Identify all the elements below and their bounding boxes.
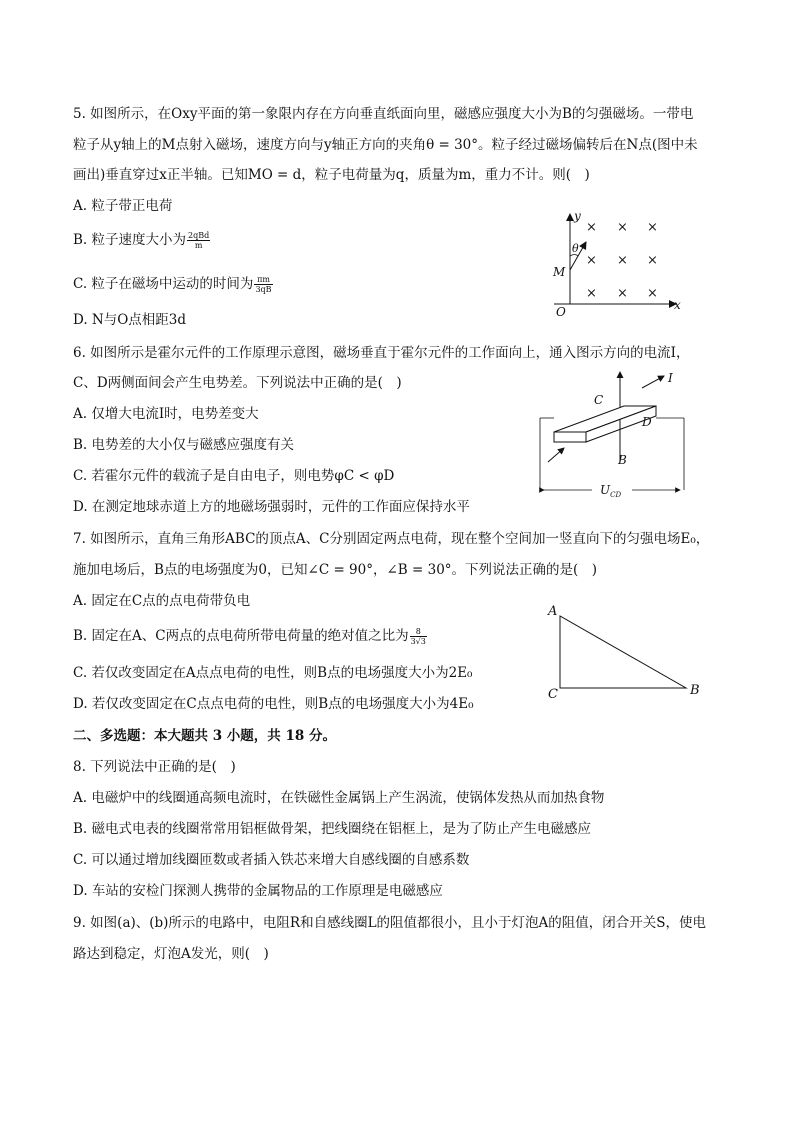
q8-option-b: B. 磁电式电表的线圈常常用铝框做骨架，把线圈绕在铝框上，是为了防止产生电磁感应 — [73, 821, 592, 837]
q6-hall-element-figure — [532, 366, 692, 498]
cross-mark: × — [617, 253, 628, 268]
cross-mark: × — [647, 220, 658, 235]
fraction-numerator: 2qBd — [188, 231, 210, 240]
side-c-label: C — [594, 393, 604, 407]
q8-option-a: A. 电磁炉中的线圈通高频电流时，在铁磁性金属锅上产生涡流，使锅体发热从而加热食物 — [73, 790, 605, 806]
q9-stem-line-2: 路达到稳定，灯泡A发光，则( ) — [73, 946, 269, 962]
q7-option-b-fraction — [410, 627, 427, 646]
q6-option-a: A. 仅增大电流I时，电势差变大 — [73, 406, 259, 422]
origin-label: O — [556, 305, 566, 319]
q7-option-c: C. 若仅改变固定在A点点电荷的电性，则B点的电场强度大小为2E₀ — [73, 665, 473, 681]
vertex-a-label: A — [548, 604, 558, 619]
q7-stem-line-1: 7. 如图所示，直角三角形ABC的顶点A、C分别固定两点电荷，现在整个空间加一竖直向下的匀强电场E₀， — [73, 531, 710, 547]
q5-option-b-fraction — [187, 231, 210, 250]
q5-option-d: D. N与O点相距3d — [73, 312, 187, 328]
x-axis-label: x — [674, 298, 681, 312]
q5-option-b-text: B. 粒子速度大小为 — [73, 232, 187, 248]
q5-option-c-fraction — [254, 275, 272, 294]
q5-option-c-text: C. 粒子在磁场中运动的时间为 — [73, 276, 254, 292]
point-m-label: M — [553, 265, 566, 279]
section-2-heading: 二、多选题：本大题共 3 小题，共 18 分。 — [73, 728, 336, 744]
cross-mark: × — [586, 253, 597, 268]
cross-mark: × — [617, 286, 628, 301]
q6-option-c: C. 若霍尔元件的载流子是自由电子，则电势φC < φD — [73, 468, 395, 484]
current-arrow — [642, 376, 664, 388]
triangle-abc — [560, 616, 686, 688]
q5-stem-line-2: 粒子从y轴上的M点射入磁场，速度方向与y轴正方向的夹角θ = 30°。粒子经过磁场偏转后在N点(图中未 — [73, 137, 698, 153]
cross-mark: × — [647, 286, 658, 301]
fraction-denominator: 3√3 — [410, 637, 426, 646]
q7-stem-line-2: 施加电场后，B点的电场强度为0，已知∠C = 90°，∠B = 30°。下列说法正确的是( ) — [73, 562, 598, 578]
fraction-denominator: m — [194, 241, 203, 250]
q5-option-b — [73, 230, 210, 250]
q7-option-b — [73, 626, 427, 646]
fraction-denominator: 3qB — [255, 285, 272, 294]
q7-option-a: A. 固定在C点的点电荷带负电 — [73, 593, 251, 609]
q9-stem-line-1: 9. 如图(a)、(b)所示的电路中，电阻R和自感线圈L的阻值都很小，且小于灯泡A的阻值，闭合开关S，使电 — [73, 915, 707, 931]
y-axis-label: y — [574, 209, 581, 223]
hall-element-front — [554, 432, 586, 442]
q5-stem-line-1: 5. 如图所示，在Oxy平面的第一象限内存在方向垂直纸面向里，磁感应强度大小为B的匀强磁场。一带电 — [73, 106, 694, 122]
vertex-b-label: B — [690, 683, 700, 698]
vertex-c-label: C — [548, 687, 558, 702]
cross-mark: × — [647, 253, 658, 268]
voltage-label: $U_{CD}$ — [600, 483, 622, 498]
q6-option-b: B. 电势差的大小仅与磁感应强度有关 — [73, 437, 295, 453]
theta-label: θ — [572, 242, 579, 255]
q6-option-d: D. 在测定地球赤道上方的地磁场强弱时，元件的工作面应保持水平 — [73, 499, 470, 515]
q7-option-b-text: B. 固定在A、C两点的点电荷所带电荷量的绝对值之比为 — [73, 628, 409, 644]
fraction-numerator: 8 — [410, 627, 427, 637]
q8-stem: 8. 下列说法中正确的是( ) — [73, 759, 236, 775]
current-in-arrow — [548, 448, 564, 462]
q6-stem-line-1: 6. 如图所示是霍尔元件的工作原理示意图，磁场垂直于霍尔元件的工作面向上，通入图示方向的电流I， — [73, 345, 690, 361]
q5-stem-line-3: 画出)垂直穿过x正半轴。已知MO = d，粒子电荷量为q，质量为m，重力不计。则( ) — [73, 167, 590, 183]
q5-option-a: A. 粒子带正电荷 — [73, 198, 173, 214]
field-b-label: B — [618, 453, 627, 467]
side-d-label: D — [642, 415, 652, 429]
q5-option-c — [73, 274, 273, 294]
q7-triangle-figure — [542, 600, 708, 704]
fraction-numerator: πm — [254, 275, 272, 285]
current-label: I — [668, 371, 673, 385]
q8-option-c: C. 可以通过增加线圈匝数或者插入铁芯来增大自感线圈的自感系数 — [73, 852, 470, 868]
q8-option-d: D. 车站的安检门探测人携带的金属物品的工作原理是电磁感应 — [73, 883, 443, 899]
field-crosses — [586, 220, 658, 301]
cross-mark: × — [586, 286, 597, 301]
q6-stem-line-2: C、D两侧面间会产生电势差。下列说法中正确的是( ) — [73, 375, 402, 391]
q7-option-d: D. 若仅改变固定在C点点电荷的电性，则B点的电场强度大小为4E₀ — [73, 696, 474, 712]
cross-mark: × — [586, 220, 597, 235]
q5-magnetic-field-figure — [548, 206, 688, 322]
cross-mark: × — [617, 220, 628, 235]
